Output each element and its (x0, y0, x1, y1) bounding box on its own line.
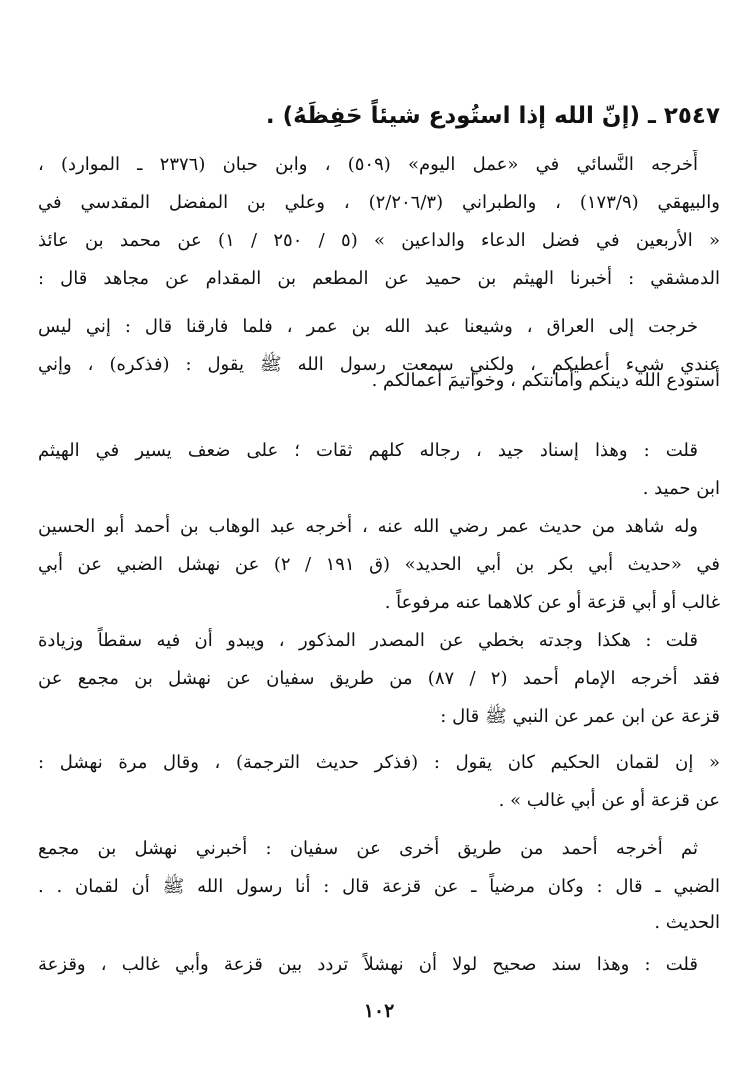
text-line: ابن حميد . (642, 478, 720, 499)
book-page (38, 0, 720, 1088)
text-line: في «حديث أبي بكر بن أبي الحديد» (ق ١٩١ / ٢) عن نهشل الضبي عن أبي (38, 554, 720, 575)
text-line: عندي شيء أعطيكم ، ولكني سمعت رسول الله ﷺ يقول : (فذكره) ، وإني (38, 354, 720, 375)
text-line: الضبي ـ قال : وكان مرضياً ـ عن قزعة قال : أنا رسول الله ﷺ أن لقمان . . (38, 876, 720, 897)
text-line: قزعة عن ابن عمر عن النبي ﷺ قال : (440, 706, 720, 727)
text-line: غالب أو أبي قزعة أو عن كلاهما عنه مرفوعاً . (384, 592, 720, 613)
text-line: عن قزعة أو عن أبي غالب » . (498, 790, 720, 811)
text-line: قلت : هكذا وجدته بخطي عن المصدر المذكور ، ويبدو أن فيه سقطاً وزيادة (38, 630, 698, 651)
text-line: فقد أخرجه الإمام أحمد (٢ / ٨٧) من طريق سفيان عن نهشل بن مجمع عن (38, 668, 720, 689)
text-line: قلت : وهذا إسناد جيد ، رجاله كلهم ثقات ؛ على ضعف يسير في الهيثم (38, 440, 698, 461)
page-number: ١٠٢ (363, 1000, 395, 1022)
text-line: الحديث . (654, 912, 720, 933)
text-line: خرجت إلى العراق ، وشيعنا عبد الله بن عمر ، فلما فارقنا قال : إني ليس (38, 316, 698, 337)
text-line: الدمشقي : أخبرنا الهيثم بن حميد عن المطعم بن المقدام عن مجاهد قال : (38, 268, 720, 289)
text-line: والبيهقي (١٧٣/٩) ، والطبراني (٢/٢٠٦/٣) ، وعلي بن المفضل المقدسي في (38, 192, 720, 213)
text-line: أستودع الله دينكم وأمانتكم ، وخواتيمَ أعمالكم . (371, 370, 720, 391)
text-line: ثم أخرجه أحمد من طريق أخرى عن سفيان : أخبرني نهشل بن مجمع (38, 838, 698, 859)
hadith-heading: ٢٥٤٧ ـ (إنّ الله إذا استُودع شيئاً حَفِظَهُ) . (265, 103, 720, 129)
text-line: « الأربعين في فضل الدعاء والداعين » (٥ / ٢٥٠ / ١) عن محمد بن عائذ (38, 230, 720, 251)
text-line: « إن لقمان الحكيم كان يقول : (فذكر حديث الترجمة) ، وقال مرة نهشل : (38, 752, 720, 773)
text-line: قلت : وهذا سند صحيح لولا أن نهشلاً تردد بين قزعة وأبي غالب ، وقزعة (38, 954, 698, 975)
text-line: وله شاهد من حديث عمر رضي الله عنه ، أخرجه عبد الوهاب بن أحمد أبو الحسين (38, 516, 698, 537)
text-line: أَخرجه النَّسائي في «عمل اليوم» (٥٠٩) ، وابن حبان (٢٣٧٦ ـ الموارد) ، (38, 154, 698, 175)
